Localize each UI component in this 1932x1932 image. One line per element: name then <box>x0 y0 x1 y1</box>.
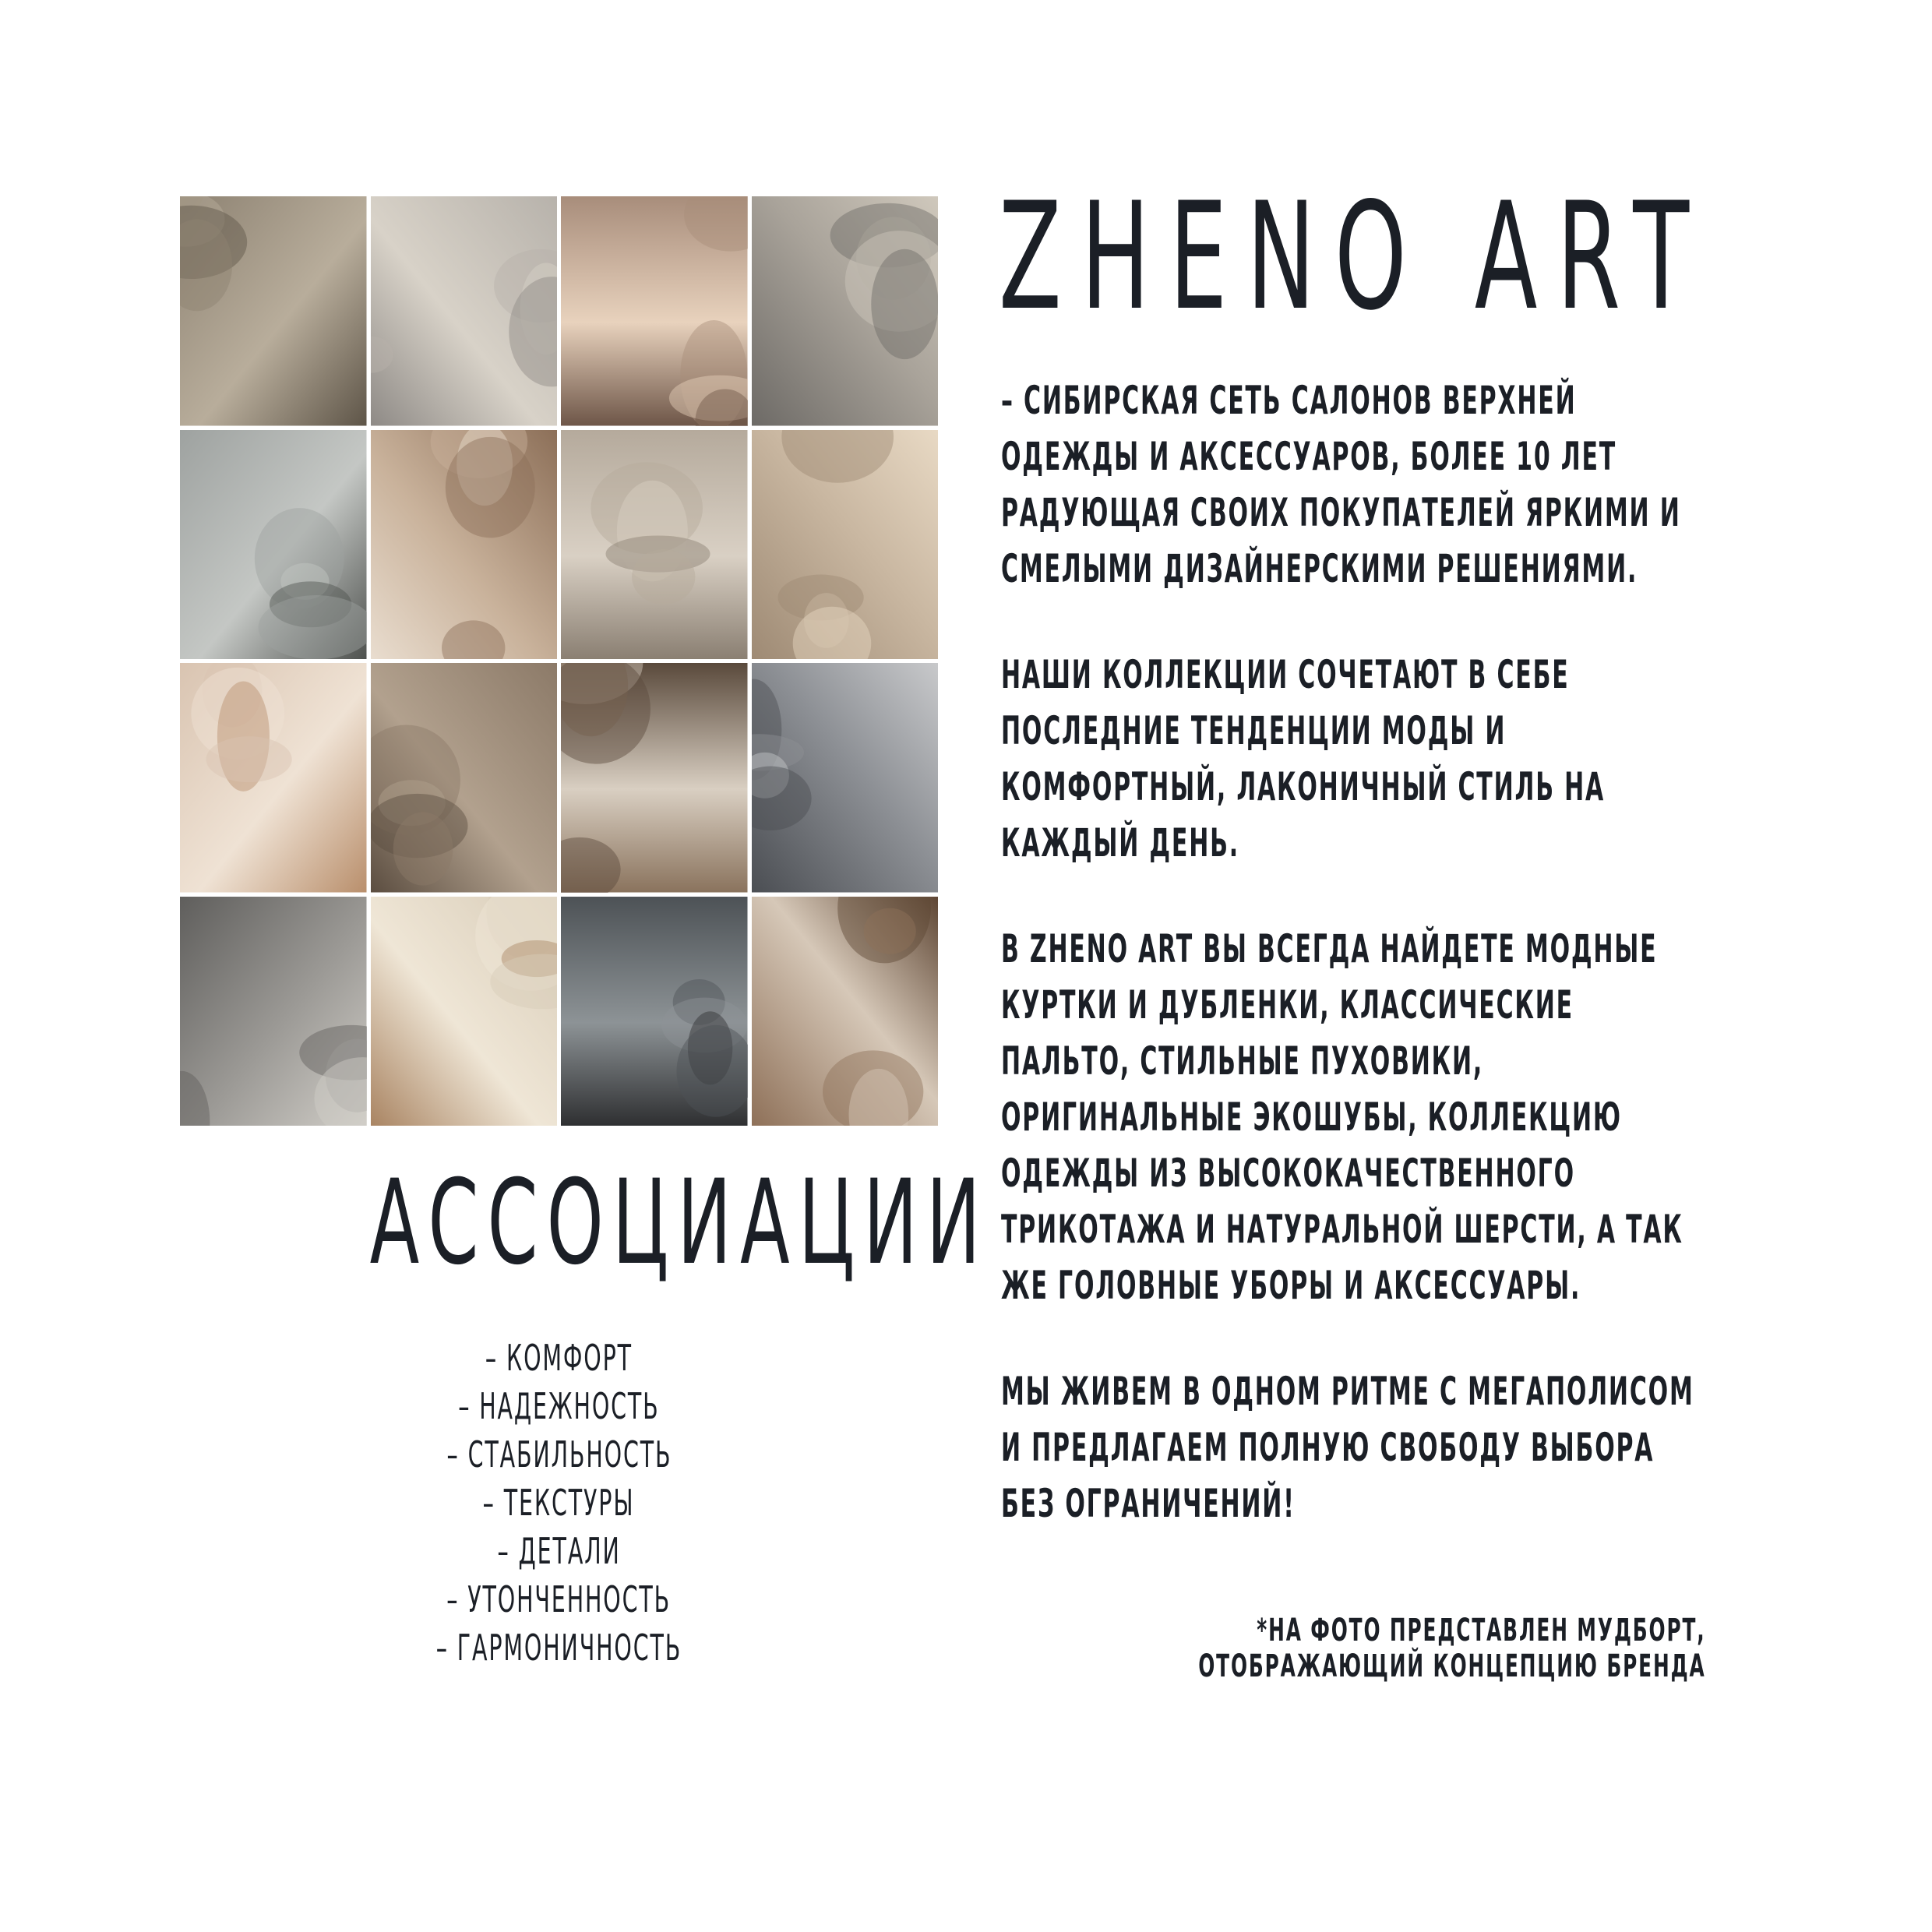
association-item: – ГАРМОНИЧНОСТЬ <box>435 1627 682 1669</box>
association-item: – НАДЕЖНОСТЬ <box>458 1385 660 1427</box>
moodboard-photo-linen-outfit <box>561 430 748 660</box>
about-line: КАЖДЫЙ ДЕНЬ. <box>1001 820 1239 866</box>
associations-title: АССОЦИАЦИИ <box>369 1155 989 1291</box>
association-item: – ТЕКСТУРЫ <box>483 1482 635 1524</box>
moodboard-grid <box>180 196 938 1126</box>
moodboard-photo-rumpled-linen <box>371 897 558 1126</box>
moodboard-photo-storm-clouds <box>752 663 939 893</box>
moodboard-photo-knit-socks <box>371 196 558 426</box>
association-item: – КОМФОРТ <box>485 1337 633 1379</box>
about-paragraph-4 <box>1001 1363 1788 1532</box>
about-line: ЖЕ ГОЛОВНЫЕ УБОРЫ И АКСЕССУАРЫ. <box>1001 1263 1581 1308</box>
about-line: ОРИГИНАЛЬНЫЕ ЭКОШУБЫ, КОЛЛЕКЦИЮ <box>1001 1095 1622 1140</box>
about-line: В ZHENO ART ВЫ ВСЕГДА НАЙДЕТЕ МОДНЫЕ <box>1001 926 1658 971</box>
about-line: МЫ ЖИВЕМ В ОДНОМ РИТМЕ С МЕГАПОЛИСОМ <box>1001 1369 1694 1414</box>
about-paragraph-3 <box>1001 921 1788 1313</box>
association-item: – ДЕТАЛИ <box>497 1530 621 1572</box>
brand-title: ZHENO ART <box>999 171 1709 343</box>
moodboard-photo-sheer-fabric-light <box>561 196 748 426</box>
moodboard-photo-angel-statue <box>180 196 367 426</box>
moodboard-photo-feather <box>180 663 367 893</box>
about-line: ПАЛЬТО, СТИЛЬНЫЕ ПУХОВИКИ, <box>1001 1038 1484 1084</box>
association-item: – УТОНЧЕННОСТЬ <box>446 1578 672 1620</box>
about-line: БЕЗ ОГРАНИЧЕНИЙ! <box>1001 1481 1296 1526</box>
about-line: НАШИ КОЛЛЕКЦИИ СОЧЕТАЮТ В СЕБЕ <box>1001 652 1570 697</box>
about-paragraph-1 <box>1001 372 1788 597</box>
about-line: ТРИКОТАЖА И НАТУРАЛЬНОЙ ШЕРСТИ, А ТАК <box>1001 1207 1683 1252</box>
about-paragraph-2 <box>1001 647 1788 871</box>
about-line: КОМФОРТНЫЙ, ЛАКОНИЧНЫЙ СТИЛЬ НА <box>1001 764 1606 809</box>
moodboard-photo-paper-stack <box>371 430 558 660</box>
about-line: РАДУЮЩАЯ СВОИХ ПОКУПАТЕЛЕЙ ЯРКИМИ И <box>1001 490 1681 535</box>
moodboard-footnote <box>887 1613 1706 1684</box>
moodboard-photo-alpacas <box>752 897 939 1126</box>
about-line: И ПРЕДЛАГАЕМ ПОЛНУЮ СВОБОДУ ВЫБОРА <box>1001 1425 1655 1470</box>
moodboard-photo-smoke <box>180 897 367 1126</box>
about-line: ОДЕЖДЫ ИЗ ВЫСОКОКАЧЕСТВЕННОГО <box>1001 1151 1575 1196</box>
about-line: ОДЕЖДЫ И АКСЕССУАРОВ, БОЛЕЕ 10 ЛЕТ <box>1001 434 1617 479</box>
about-line: – СИБИРСКАЯ СЕТЬ САЛОНОВ ВЕРХНЕЙ <box>1001 378 1577 423</box>
about-line: КУРТКИ И ДУБЛЕНКИ, КЛАССИЧЕСКИЕ <box>1001 982 1574 1028</box>
moodboard-photo-laundry-line <box>371 663 558 893</box>
about-line: СМЕЛЫМИ ДИЗАЙНЕРСКИМИ РЕШЕНИЯМИ. <box>1001 546 1638 591</box>
moodboard-photo-cotton-flowers <box>561 663 748 893</box>
associations-list <box>180 1334 938 1672</box>
moodboard-photo-sea-stones <box>561 897 748 1126</box>
moodboard-photo-knitwear-stack <box>752 196 939 426</box>
footnote-line: ОТОБРАЖАЮЩИЙ КОНЦЕПЦИЮ БРЕНДА <box>1198 1648 1706 1684</box>
association-item: – СТАБИЛЬНОСТЬ <box>446 1433 672 1475</box>
footnote-line: *НА ФОТО ПРЕДСТАВЛЕН МУДБОРТ, <box>1257 1613 1706 1648</box>
moodboard-photo-misty-forest <box>180 430 367 660</box>
moodboard-photo-candle-beanie <box>752 430 939 660</box>
about-line: ПОСЛЕДНИЕ ТЕНДЕНЦИИ МОДЫ И <box>1001 708 1507 753</box>
